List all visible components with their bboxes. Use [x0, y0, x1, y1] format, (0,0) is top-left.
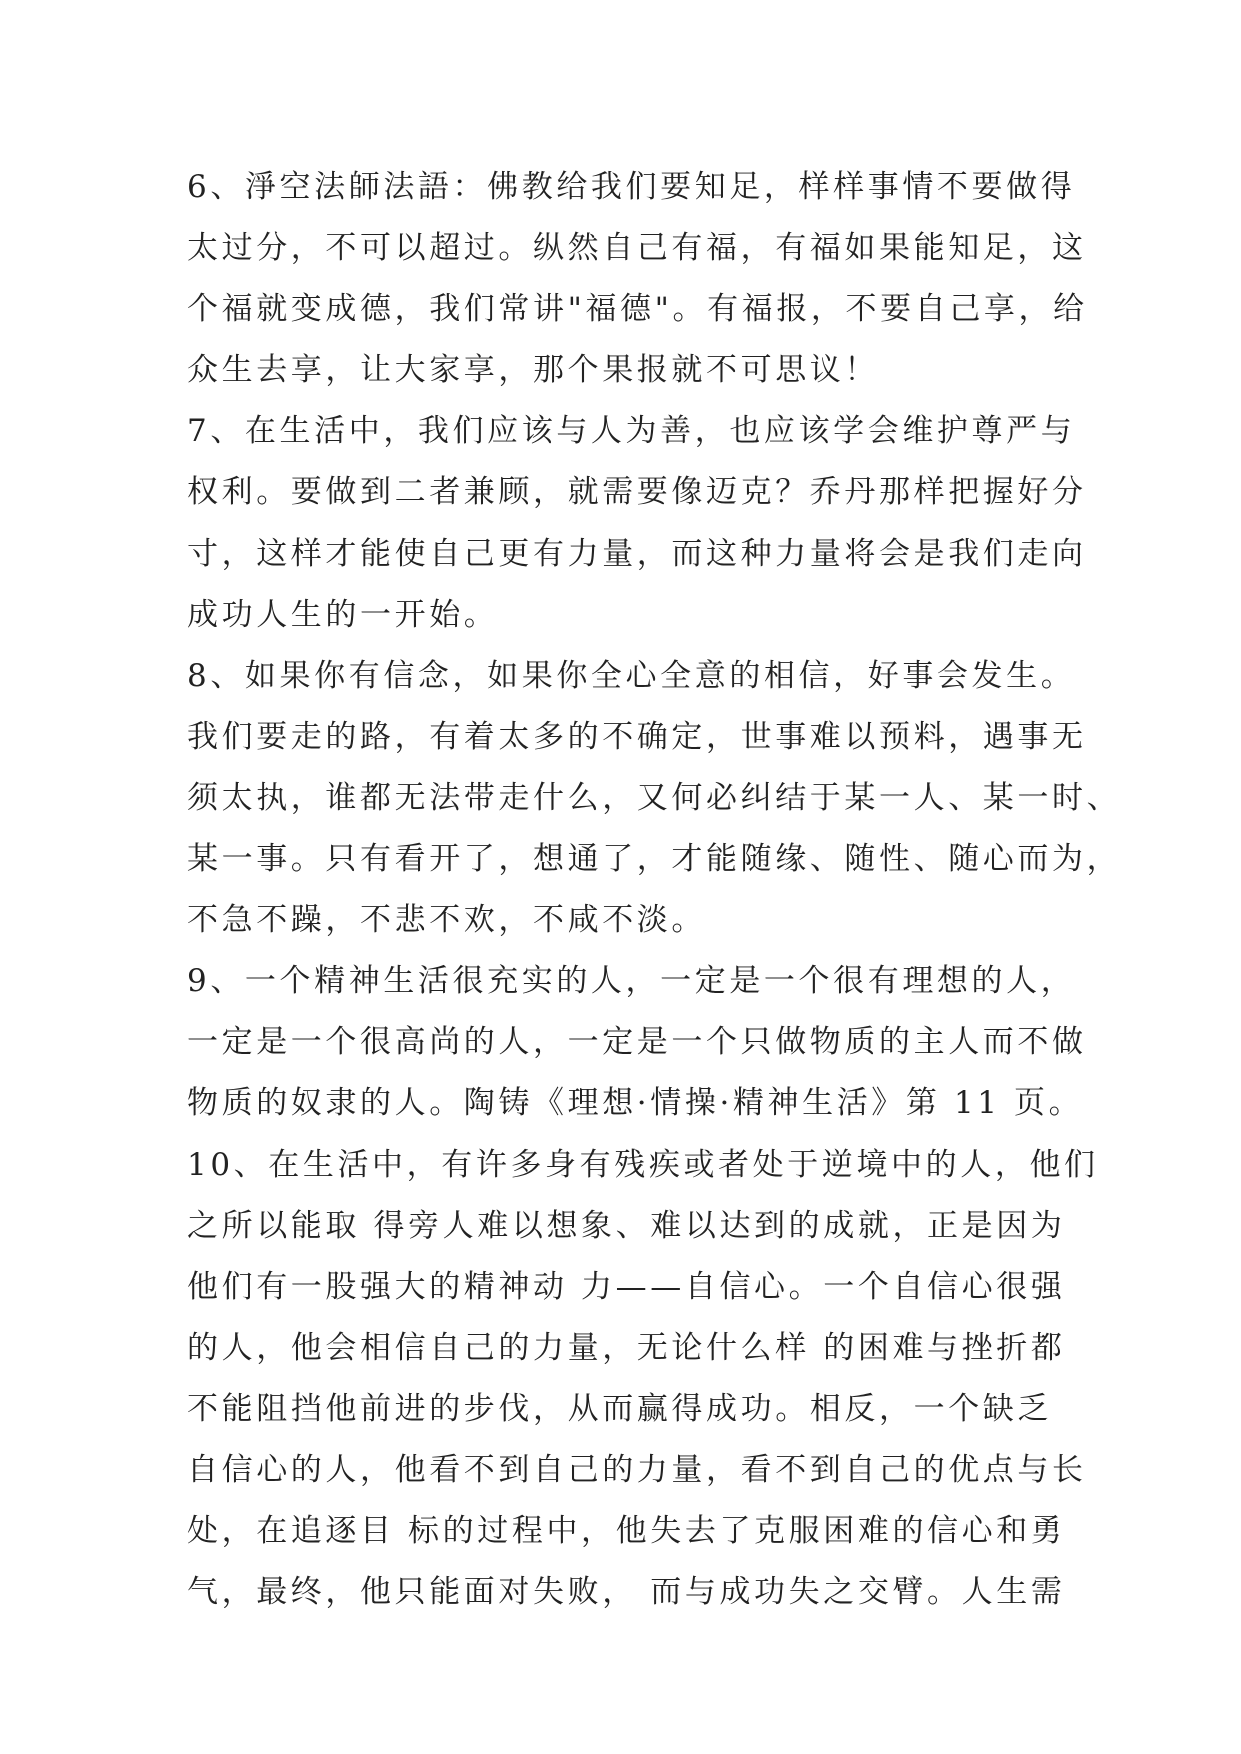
text-line: 寸，这样才能使自己更有力量，而这种力量将会是我们走向	[187, 535, 1087, 572]
text-line: 自信心的人，他看不到自己的力量，看不到自己的优点与长	[187, 1451, 1087, 1488]
text-line: 权利。要做到二者兼顾，就需要像迈克？乔丹那样把握好分	[187, 474, 1087, 511]
text-line: 气，最终，他只能面对失败， 而与成功失之交臂。人生需	[187, 1574, 1066, 1611]
text-line: 不急不躁，不悲不欢，不咸不淡。	[187, 902, 706, 939]
text-line: 的人，他会相信自己的力量，无论什么样 的困难与挫折都	[187, 1329, 1066, 1366]
text-line: 7、在生活中，我们应该与人为善，也应该学会维护尊严与	[187, 413, 1076, 450]
text-line: 一定是一个很高尚的人，一定是一个只做物质的主人而不做	[187, 1024, 1087, 1061]
text-line: 某一事。只有看开了，想通了，才能随缘、随性、随心而为，	[187, 841, 1122, 878]
text-line: 太过分，不可以超过。纵然自己有福，有福如果能知足，这	[187, 230, 1087, 267]
text-line: 个福就变成德，我们常讲"福德"。有福报，不要自己享，给	[187, 291, 1088, 328]
text-line: 不能阻挡他前进的步伐，从而赢得成功。相反，一个缺乏	[187, 1390, 1052, 1427]
text-line: 物质的奴隶的人。陶铸《理想·情操·精神生活》第 11 页。	[187, 1085, 1084, 1122]
text-line: 他们有一股强大的精神动 力——自信心。一个自信心很强	[187, 1268, 1066, 1305]
text-line: 10、在生活中，有许多身有残疾或者处于逆境中的人，他们	[187, 1146, 1099, 1183]
text-line: 成功人生的一开始。	[187, 596, 499, 633]
text-line: 处，在追逐目 标的过程中，他失去了克服困难的信心和勇	[187, 1513, 1066, 1550]
text-line: 我们要走的路，有着太多的不确定，世事难以预料，遇事无	[187, 718, 1087, 755]
text-line: 众生去享，让大家享，那个果报就不可思议！	[187, 352, 879, 389]
text-line: 之所以能取 得旁人难以想象、难以达到的成就，正是因为	[187, 1207, 1066, 1244]
text-line: 须太执，谁都无法带走什么，又何必纠结于某一人、某一时、	[187, 779, 1122, 816]
document-body	[187, 157, 1122, 1623]
text-line: 8、如果你有信念，如果你全心全意的相信，好事会发生。	[187, 657, 1076, 694]
text-line: 9、一个精神生活很充实的人，一定是一个很有理想的人，	[187, 963, 1076, 1000]
text-line: 6、淨空法師法語：佛教给我们要知足，样样事情不要做得	[187, 169, 1076, 205]
